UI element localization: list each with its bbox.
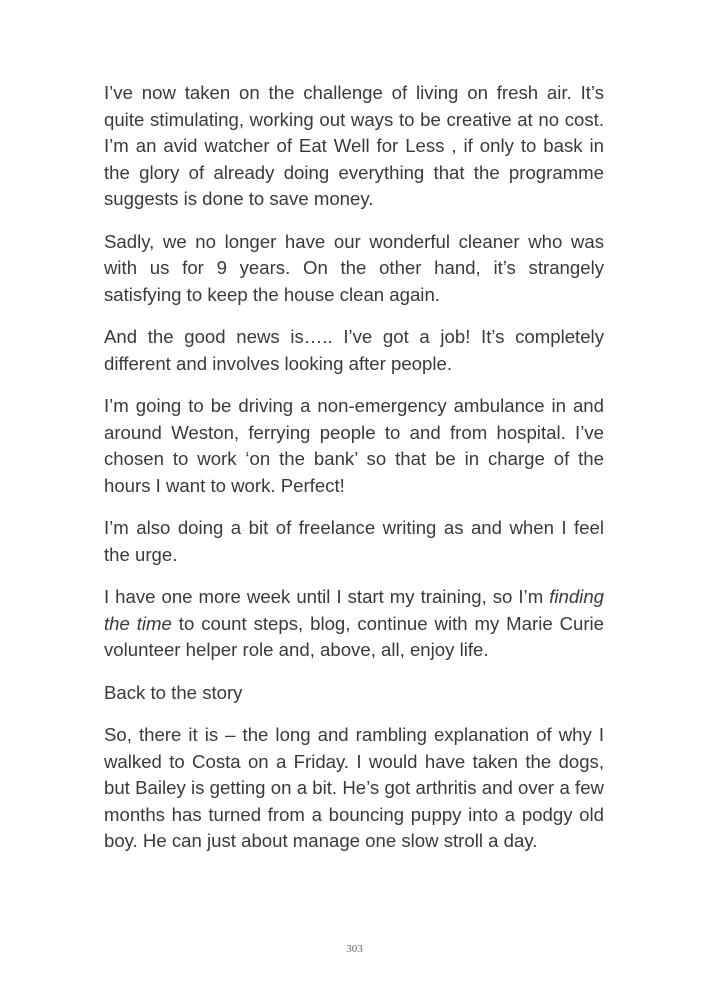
page-number: 303 (346, 943, 363, 955)
paragraph-cleaner: Sadly, we no longer have our wonderful cleaner who was with us for 9 years. On the other hand, it’s strangely satisfying to keep the house clean again. (104, 230, 604, 305)
paragraph-training (104, 584, 604, 664)
training-text-italic: finding the time (104, 586, 604, 634)
paragraph-fresh-air: I’ve now taken on the challenge of living on fresh air. It’s quite stimulating, working out ways to be creative at no cost. I’m an avid watcher of Eat Well for Less , if only to bask in the glory of already doing everything that the programme suggests is done to save money. (104, 82, 604, 209)
paragraph-ambulance: I’m going to be driving a non-emergency ambulance in and around Weston, ferrying people to and from hospital. I’ve chosen to work ‘on the bank’ so that be in charge of the hours I want to work. Perfect! (104, 395, 604, 496)
section-heading: Back to the story (104, 681, 243, 703)
body-text (104, 80, 604, 855)
training-text-end: to count steps, blog, continue with my Marie Curie volunteer helper role and, above, all, enjoy life. (104, 612, 605, 660)
paragraph-freelance: I’m also doing a bit of freelance writing as and when I feel the urge. (104, 517, 604, 565)
paragraph-costa: So, there it is – the long and rambling explanation of why I walked to Costa on a Friday. I would have taken the dogs, but Bailey is getting on a bit. He’s got arthritis and over a few months has turned from a bouncing puppy into a podgy old boy. He can just about manage one slow stroll a day. (104, 724, 604, 851)
training-text-start: I have one more week until I start my training, so I’m (104, 586, 550, 607)
paragraph-good-news: And the good news is….. I’ve got a job! It’s completely different and involves looking after people. (104, 326, 604, 374)
